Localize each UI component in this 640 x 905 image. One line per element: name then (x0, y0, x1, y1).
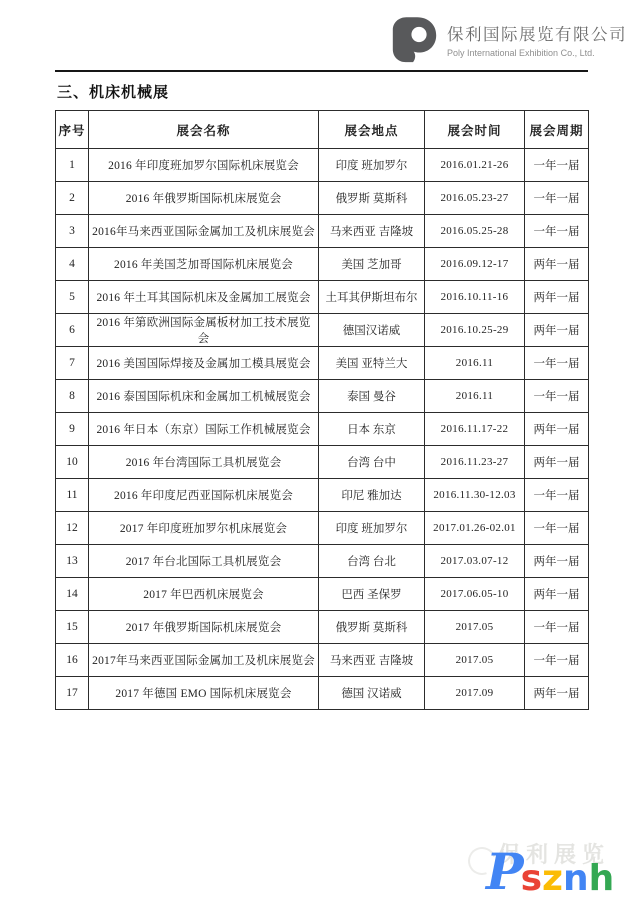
exhibition-cycle-cell: 一年一届 (525, 182, 589, 215)
exhibition-cycle-cell: 一年一届 (525, 149, 589, 182)
table-row (56, 347, 589, 380)
watermark-letter: s (520, 858, 543, 899)
row-number-cell: 7 (56, 347, 89, 380)
exhibition-time-cell: 2017.09 (425, 677, 525, 710)
exhibition-name-cell: 2016 泰国国际机床和金属加工机械展览会 (89, 380, 319, 413)
table-row (56, 446, 589, 479)
table-row (56, 611, 589, 644)
exhibition-time-cell: 2016.09.12-17 (425, 248, 525, 281)
row-number-cell: 5 (56, 281, 89, 314)
table-row (56, 677, 589, 710)
exhibition-location-cell: 俄罗斯 莫斯科 (319, 611, 425, 644)
row-number-cell: 6 (56, 314, 89, 347)
row-number-cell: 11 (56, 479, 89, 512)
exhibition-name-cell: 2016 美国国际焊接及金属加工模具展览会 (89, 347, 319, 380)
exhibition-name-cell: 2016 年第欧洲国际金属板材加工技术展览会 (89, 314, 319, 347)
row-number-cell: 2 (56, 182, 89, 215)
exhibition-time-cell: 2017.06.05-10 (425, 578, 525, 611)
exhibition-name-cell: 2016 年土耳其国际机床及金属加工展览会 (89, 281, 319, 314)
header-cell-number: 序号 (56, 111, 89, 149)
exhibition-time-cell: 2016.10.11-16 (425, 281, 525, 314)
exhibitions-table (55, 110, 589, 710)
exhibition-cycle-cell: 两年一届 (525, 248, 589, 281)
watermark-letter: h (588, 858, 615, 899)
row-number-cell: 17 (56, 677, 89, 710)
exhibition-name-cell: 2017 年俄罗斯国际机床展览会 (89, 611, 319, 644)
exhibition-name-cell: 2017年马来西亚国际金属加工及机床展览会 (89, 644, 319, 677)
exhibition-cycle-cell: 一年一届 (525, 644, 589, 677)
exhibition-time-cell: 2016.05.23-27 (425, 182, 525, 215)
row-number-cell: 15 (56, 611, 89, 644)
header-cell-name: 展会名称 (89, 111, 319, 149)
exhibition-name-cell: 2016 年俄罗斯国际机床展览会 (89, 182, 319, 215)
exhibition-name-cell: 2017 年巴西机床展览会 (89, 578, 319, 611)
exhibition-time-cell: 2016.11 (425, 347, 525, 380)
exhibition-location-cell: 马来西亚 吉隆坡 (319, 215, 425, 248)
exhibition-time-cell: 2017.05 (425, 644, 525, 677)
exhibition-cycle-cell: 两年一届 (525, 446, 589, 479)
letterhead-text (447, 21, 627, 58)
watermark-ghost-text: 保利展览 (498, 842, 611, 867)
exhibition-time-cell: 2016.05.25-28 (425, 215, 525, 248)
exhibition-name-cell: 2016 年印度尼西亚国际机床展览会 (89, 479, 319, 512)
exhibition-location-cell: 印度 班加罗尔 (319, 149, 425, 182)
exhibition-location-cell: 印尼 雅加达 (319, 479, 425, 512)
exhibition-time-cell: 2017.01.26-02.01 (425, 512, 525, 545)
exhibition-time-cell: 2016.01.21-26 (425, 149, 525, 182)
company-name-cn: 保利国际展览有限公司 (447, 24, 627, 44)
table-row (56, 314, 589, 347)
watermark-letter: n (563, 858, 589, 899)
table-body (56, 149, 589, 710)
section-title: 三、机床机械展 (57, 85, 170, 101)
exhibition-location-cell: 巴西 圣保罗 (319, 578, 425, 611)
row-number-cell: 10 (56, 446, 89, 479)
header-cell-time: 展会时间 (425, 111, 525, 149)
company-name-en: Poly International Exhibition Co., Ltd. (447, 47, 595, 58)
row-number-cell: 13 (56, 545, 89, 578)
exhibition-location-cell: 德国 汉诺威 (319, 677, 425, 710)
table-row (56, 248, 589, 281)
poly-p-logo-icon (391, 15, 438, 63)
exhibition-location-cell: 印度 班加罗尔 (319, 512, 425, 545)
exhibition-time-cell: 2016.11.17-22 (425, 413, 525, 446)
exhibition-cycle-cell: 两年一届 (525, 281, 589, 314)
letterhead-divider (55, 70, 588, 72)
exhibition-cycle-cell: 两年一届 (525, 413, 589, 446)
exhibition-cycle-cell: 一年一届 (525, 512, 589, 545)
table-row (56, 545, 589, 578)
exhibition-location-cell: 台湾 台北 (319, 545, 425, 578)
table-row (56, 215, 589, 248)
exhibition-cycle-cell: 一年一届 (525, 347, 589, 380)
exhibition-location-cell: 马来西亚 吉隆坡 (319, 644, 425, 677)
exhibition-cycle-cell: 两年一届 (525, 545, 589, 578)
exhibition-location-cell: 日本 东京 (319, 413, 425, 446)
exhibition-time-cell: 2016.11 (425, 380, 525, 413)
exhibition-name-cell: 2017 年印度班加罗尔机床展览会 (89, 512, 319, 545)
exhibition-location-cell: 俄罗斯 莫斯科 (319, 182, 425, 215)
exhibition-cycle-cell: 两年一届 (525, 578, 589, 611)
exhibition-name-cell: 2017 年德国 EMO 国际机床展览会 (89, 677, 319, 710)
watermark (458, 831, 636, 899)
exhibition-name-cell: 2016 年美国芝加哥国际机床展览会 (89, 248, 319, 281)
row-number-cell: 9 (56, 413, 89, 446)
row-number-cell: 8 (56, 380, 89, 413)
exhibition-time-cell: 2016.11.23-27 (425, 446, 525, 479)
exhibition-cycle-cell: 两年一届 (525, 314, 589, 347)
letterhead (391, 15, 627, 63)
exhibition-cycle-cell: 一年一届 (525, 611, 589, 644)
exhibition-name-cell: 2016 年日本（东京）国际工作机械展览会 (89, 413, 319, 446)
table-row (56, 479, 589, 512)
table-row (56, 413, 589, 446)
exhibition-time-cell: 2016.11.30-12.03 (425, 479, 525, 512)
exhibition-location-cell: 台湾 台中 (319, 446, 425, 479)
exhibition-time-cell: 2017.03.07-12 (425, 545, 525, 578)
exhibition-cycle-cell: 一年一届 (525, 479, 589, 512)
table-row (56, 644, 589, 677)
exhibition-location-cell: 土耳其伊斯坦布尔 (319, 281, 425, 314)
exhibition-time-cell: 2017.05 (425, 611, 525, 644)
exhibition-location-cell: 泰国 曼谷 (319, 380, 425, 413)
table-row (56, 512, 589, 545)
table-row (56, 578, 589, 611)
table-row (56, 182, 589, 215)
exhibition-location-cell: 德国汉诺威 (319, 314, 425, 347)
table-header-row (56, 111, 589, 149)
row-number-cell: 16 (56, 644, 89, 677)
row-number-cell: 4 (56, 248, 89, 281)
watermark-letter: z (542, 858, 563, 899)
watermark-letter: P (486, 842, 524, 901)
row-number-cell: 1 (56, 149, 89, 182)
exhibition-cycle-cell: 两年一届 (525, 677, 589, 710)
exhibition-name-cell: 2016年马来西亚国际金属加工及机床展览会 (89, 215, 319, 248)
exhibition-cycle-cell: 一年一届 (525, 380, 589, 413)
table-row (56, 281, 589, 314)
exhibition-name-cell: 2016 年台湾国际工具机展览会 (89, 446, 319, 479)
watermark-logo-text (486, 842, 615, 901)
exhibition-location-cell: 美国 亚特兰大 (319, 347, 425, 380)
table-row (56, 149, 589, 182)
row-number-cell: 14 (56, 578, 89, 611)
exhibition-time-cell: 2016.10.25-29 (425, 314, 525, 347)
header-cell-cycle: 展会周期 (525, 111, 589, 149)
exhibition-cycle-cell: 一年一届 (525, 215, 589, 248)
exhibition-name-cell: 2017 年台北国际工具机展览会 (89, 545, 319, 578)
table-row (56, 380, 589, 413)
row-number-cell: 12 (56, 512, 89, 545)
header-cell-location: 展会地点 (319, 111, 425, 149)
exhibition-location-cell: 美国 芝加哥 (319, 248, 425, 281)
exhibition-name-cell: 2016 年印度班加罗尔国际机床展览会 (89, 149, 319, 182)
row-number-cell: 3 (56, 215, 89, 248)
